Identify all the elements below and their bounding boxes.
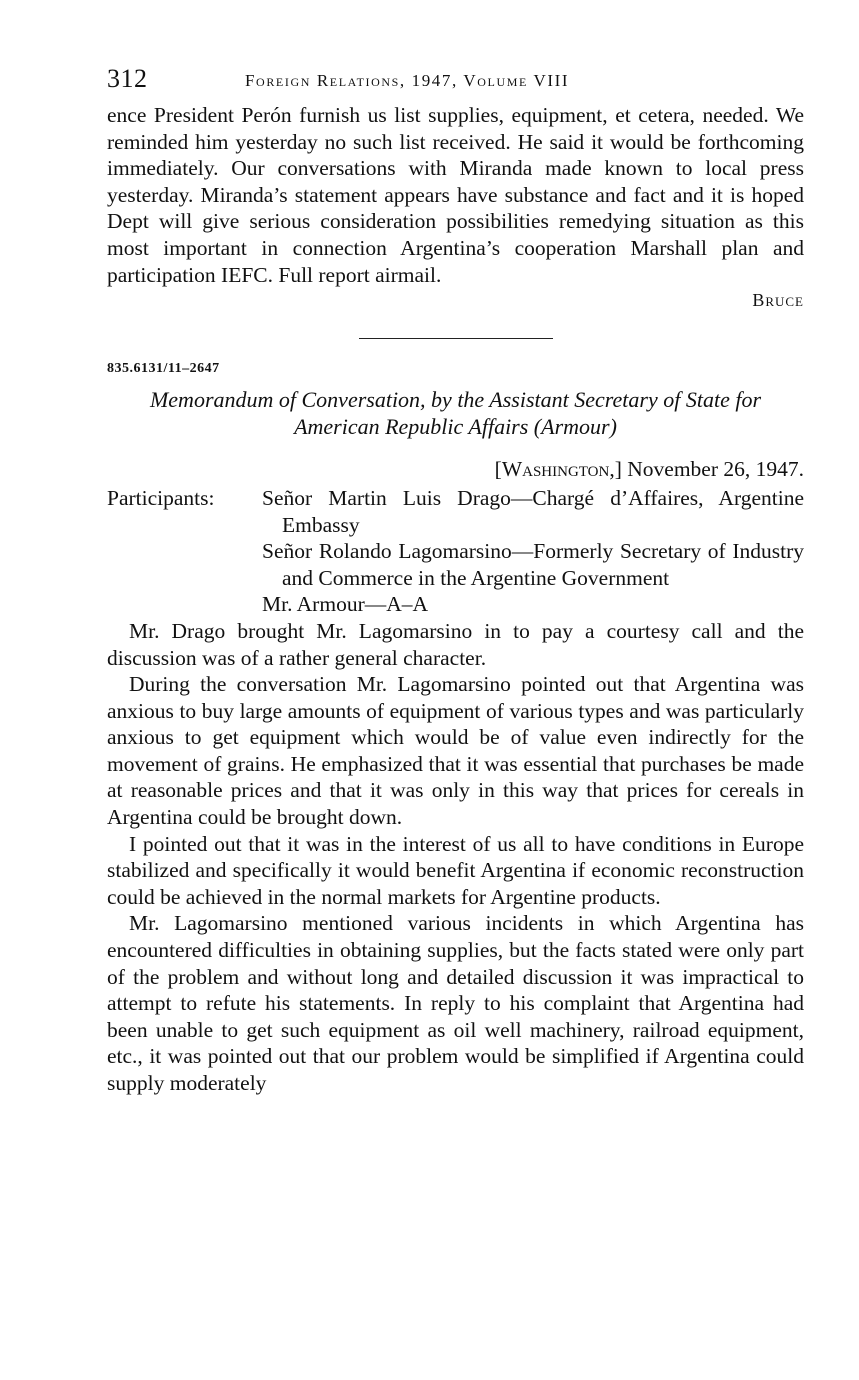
- dateline-date: November 26, 1947.: [627, 457, 804, 482]
- body-paragraph: I pointed out that it was in the interest of us all to have conditions in Europe stabilized and specifically it would benefit Argentina if economic reconstruction could be achieved in the normal markets for Argentine products.: [107, 831, 804, 909]
- memorandum-body: [107, 618, 804, 1097]
- running-head: [107, 62, 804, 102]
- running-head-title: Foreign Relations, 1947, Volume VIII: [245, 71, 570, 90]
- participant-item: Señor Martin Luis Drago—Chargé d’Affaires, Argentine Embassy: [262, 485, 804, 537]
- participant-item: Señor Rolando Lagomarsino—Formerly Secretary of Industry and Commerce in the Argentine Government: [262, 539, 804, 590]
- document-page: [107, 62, 804, 1097]
- body-paragraph: Mr. Drago brought Mr. Lagomarsino in to pay a courtesy call and the discussion was of a rather general character.: [107, 618, 804, 670]
- participants-label: Participants:: [107, 485, 215, 510]
- body-paragraph: Mr. Lagomarsino mentioned various incidents in which Argentina has encountered difficulties in obtaining supplies, but the facts stated were only part of the problem and without long and detailed discussion it was impractical to attempt to refute his statements. In reply to his complaint that Argentina had been unable to get such equipment as oil well machinery, railroad equipment, etc., it was pointed out that our problem would be simplified if Argentina could supply moderately: [107, 911, 804, 1095]
- file-number: 835.6131/11–2647: [107, 361, 220, 377]
- participant-item: Mr. Armour—A–A: [262, 592, 429, 617]
- dateline-place: [Washington,]: [494, 457, 622, 482]
- dateline: [107, 456, 804, 483]
- participants-block: [107, 485, 804, 618]
- section-divider: [359, 338, 553, 339]
- page-number: 312: [107, 64, 148, 93]
- telegram-closing-paragraph: ence President Perón furnish us list supplies, equipment, et cetera, needed. We reminded him yesterday no such list received. He said it would be forthcoming immediately. Our conversations with Miranda made known to local press yesterday. Miranda’s statement appears have substance and fact and it is hoped Dept will give serious consideration possibilities remedying situation as this most important in connection Argentina’s cooperation Marshall plan and participation IEFC. Full report airmail.: [107, 103, 804, 287]
- memorandum-title: Memorandum of Conversation, by the Assistant Secretary of State for American Republic Affairs (Armour): [149, 387, 762, 439]
- participants-list: [262, 485, 804, 618]
- telegram-signature: Bruce: [752, 290, 804, 311]
- body-paragraph: During the conversation Mr. Lagomarsino pointed out that Argentina was anxious to buy large amounts of equipment of various types and was particularly anxious to get equipment which would be of value even indirectly for the movement of grains. He emphasized that it was essential that purchases be made at reasonable prices and that it was only in this way that prices for cereals in Argentina could be brought down.: [107, 672, 804, 830]
